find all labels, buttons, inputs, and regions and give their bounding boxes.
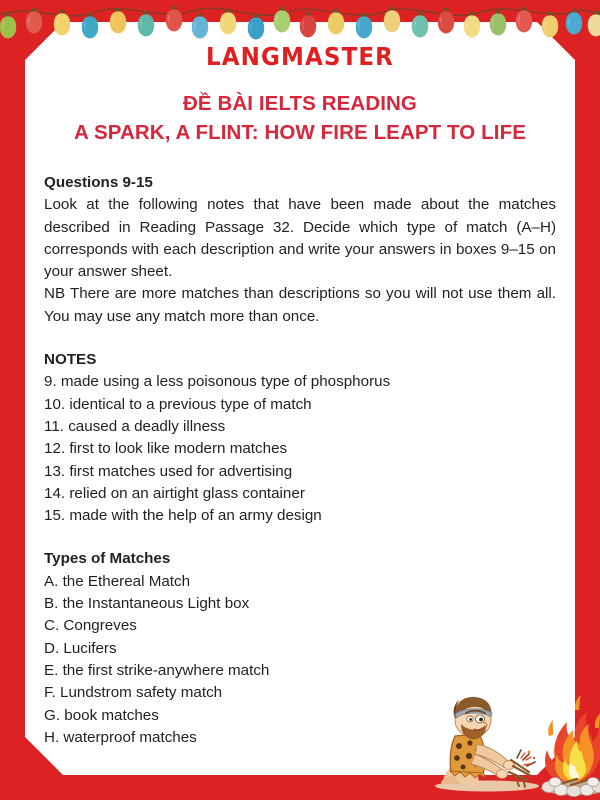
note-item: 14. relied on an airtight glass container (44, 484, 305, 502)
note-item: 11. caused a deadly illness (44, 417, 226, 435)
note-item: 12. first to look like modern matches (44, 440, 288, 458)
ground-shadow (435, 781, 539, 792)
notes-heading: NOTES (44, 351, 97, 369)
lights-wire (0, 8, 600, 16)
fire-pit (541, 781, 600, 795)
ember-right (595, 713, 600, 728)
ground-red (425, 784, 600, 800)
type-item: B. the Instantaneous Light box (44, 595, 250, 613)
page-title (25, 89, 575, 147)
type-item: G. book matches (44, 706, 159, 724)
spacer-2 (44, 527, 556, 548)
note-item: 9. made using a less poisonous type of phosphorus (44, 373, 391, 391)
flame-core (569, 762, 579, 778)
page-title-line1: ĐỀ BÀI IELTS READING (183, 92, 417, 115)
note-item: 10. identical to a previous type of match (44, 395, 312, 413)
questions-heading: Questions 9-15 (44, 174, 153, 191)
type-item: H. waterproof matches (44, 728, 197, 746)
note-item: 13. first matches used for advertising (44, 462, 293, 480)
type-item: E. the first strike-anywhere match (44, 661, 270, 679)
questions-instructions: Look at the following notes that have been made about the matches described in Reading Passage 32. Decide which type of match (A–H) corresponds with each description and write your answers in boxes 9–15 on your answer sheet. (44, 196, 556, 281)
type-item: A. the Ethereal Match (44, 572, 191, 590)
poster-header (25, 22, 575, 147)
type-item: C. Congreves (44, 617, 137, 635)
type-item: F. Lundstrom safety match (44, 684, 223, 702)
note-item: 15. made with the help of an army design (44, 507, 322, 525)
content-body (44, 172, 556, 749)
page-title-line2: A SPARK, A FLINT: HOW FIRE LEAPT TO LIFE (74, 121, 526, 145)
questions-note-bene: NB There are more matches than descriptions so you will not use them all. You may use any match more than once. (44, 285, 556, 325)
types-heading: Types of Matches (44, 550, 171, 568)
brand-logo: LANGMASTER (206, 42, 394, 71)
ember-top (575, 695, 581, 710)
spacer-1 (44, 328, 556, 349)
flame-inner (563, 741, 586, 780)
type-item: D. Lucifers (44, 639, 117, 657)
fire-stones (542, 778, 600, 797)
